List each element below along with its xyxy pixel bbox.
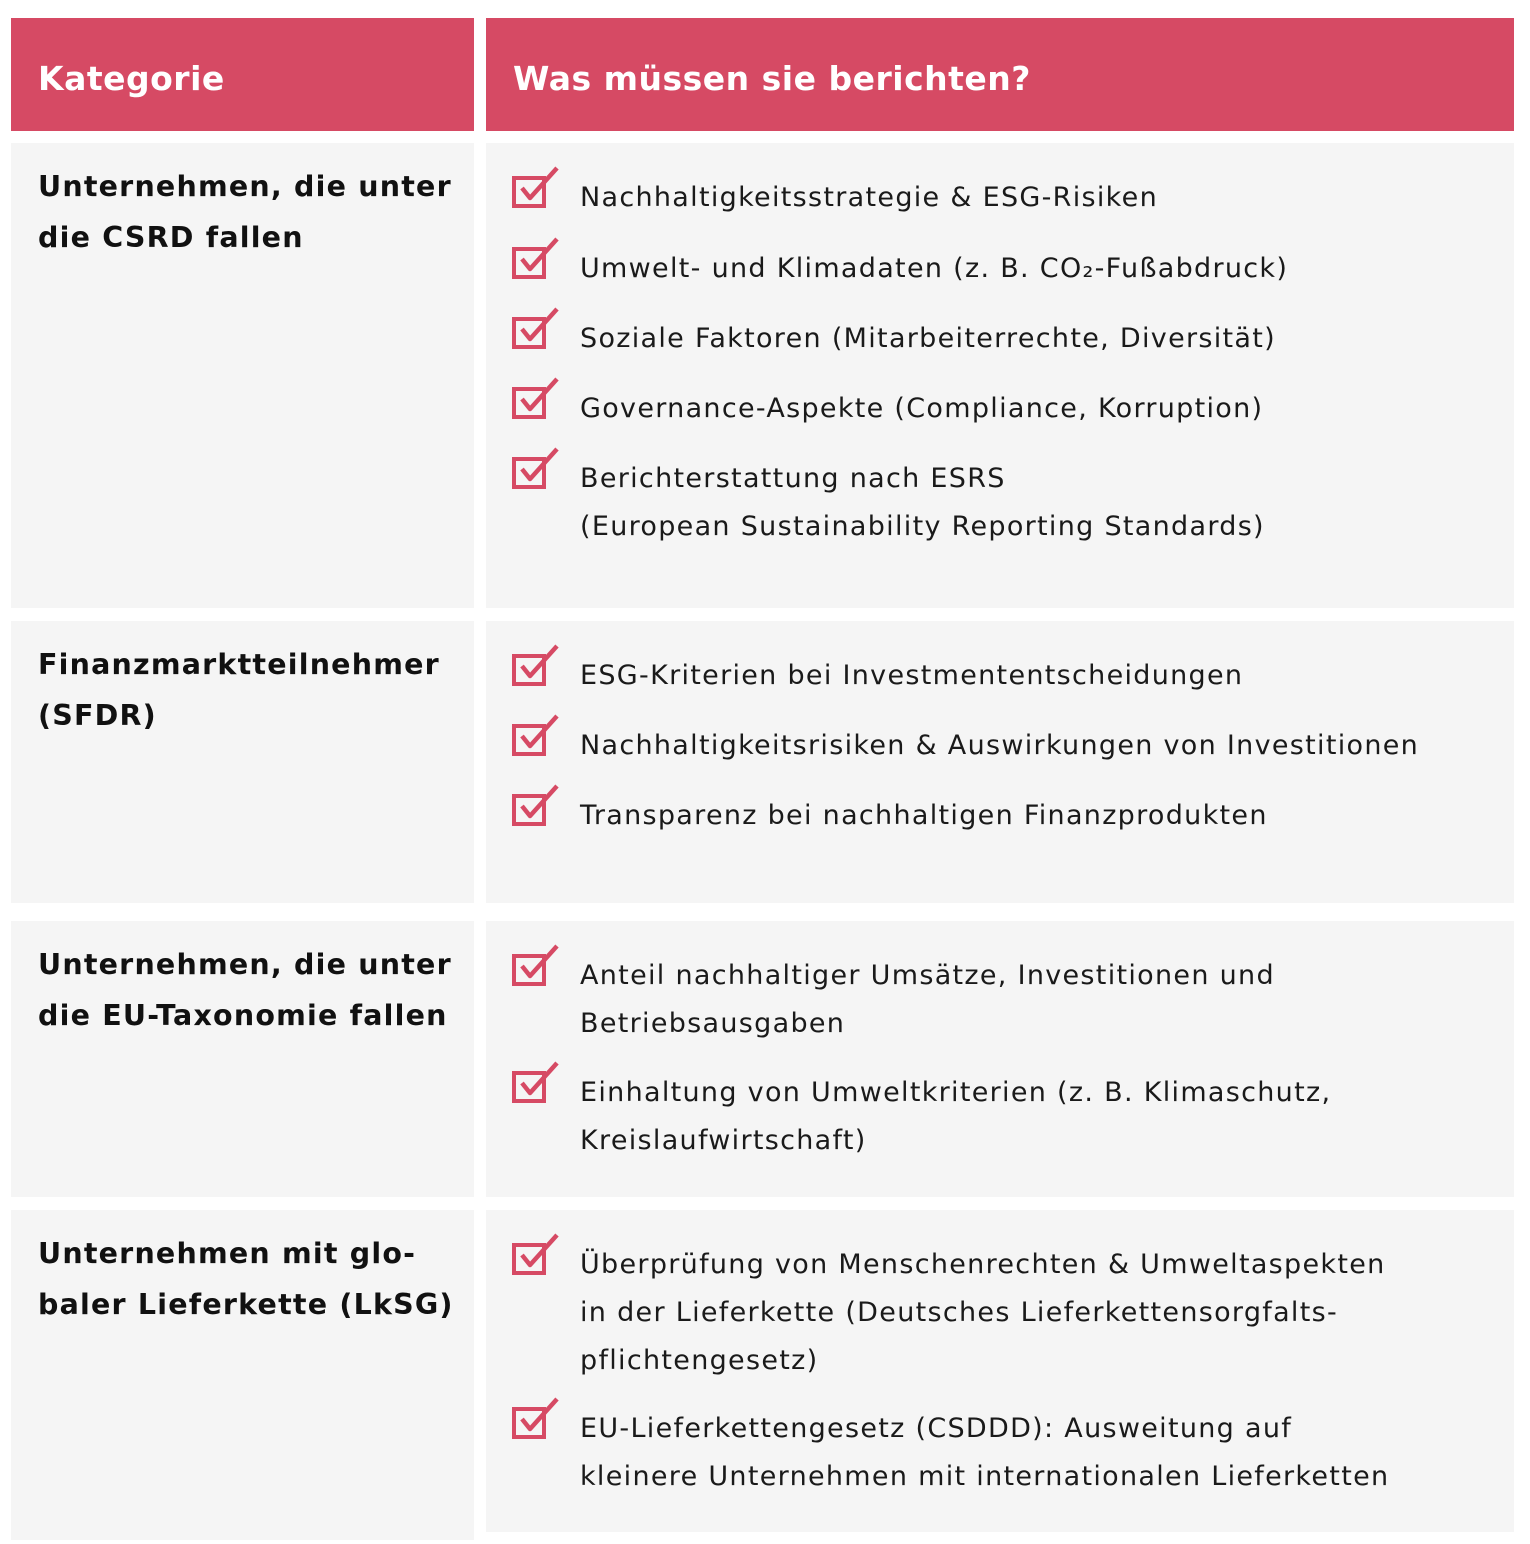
- list-item-line: kleinere Unternehmen mit internationalen Lieferketten: [580, 1461, 1390, 1492]
- list-item-line: in der Lieferkette (Deutsches Lieferkettensorgfalts-: [580, 1297, 1339, 1328]
- category-line: Unternehmen mit glo-: [38, 1237, 417, 1270]
- header-category-cell: [11, 18, 474, 131]
- list-item-line: Betriebsausgaben: [580, 1008, 846, 1039]
- category-line: (SFDR): [38, 699, 157, 732]
- category-cell-sfdr: [11, 621, 474, 903]
- category-label: [38, 161, 458, 263]
- category-line: die CSRD fallen: [38, 221, 304, 254]
- list-item-text: [580, 1069, 1500, 1165]
- requirements-cell-lksg: [486, 1210, 1514, 1532]
- list-item-line: pflichtengesetz): [580, 1345, 819, 1376]
- list-item-line: Nachhaltigkeitsstrategie & ESG-Risiken: [580, 182, 1158, 213]
- checkbox-checked-icon: [511, 1232, 561, 1278]
- checkbox-checked-icon: [511, 1396, 561, 1442]
- list-item-line: EU-Lieferkettengesetz (CSDDD): Ausweitung auf: [580, 1413, 1293, 1444]
- list-item-line: Soziale Faktoren (Mitarbeiterrechte, Diversität): [580, 323, 1277, 354]
- checkbox-checked-icon: [511, 306, 561, 352]
- list-item-line: Einhaltung von Umweltkriterien (z. B. Klimaschutz,: [580, 1077, 1332, 1108]
- requirements-cell-taxonomie: [486, 921, 1514, 1197]
- checkbox-checked-icon: [511, 376, 561, 422]
- list-item-line: Nachhaltigkeitsrisiken & Auswirkungen von Investitionen: [580, 730, 1420, 761]
- header-category-label: Kategorie: [38, 59, 225, 98]
- checkbox-checked-icon: [511, 643, 561, 689]
- category-line: Finanzmarktteilnehmer: [38, 648, 440, 681]
- list-item-text: [580, 455, 1500, 551]
- list-item-line: Transparenz bei nachhaltigen Finanzprodukten: [580, 800, 1268, 831]
- list-item-text: [580, 792, 1500, 840]
- checkbox-checked-icon: [511, 236, 561, 282]
- list-item-text: [580, 1405, 1500, 1501]
- checkbox-checked-icon: [511, 1060, 561, 1106]
- category-cell-lksg: [11, 1210, 474, 1540]
- checkbox-checked-icon: [511, 446, 561, 492]
- list-item-line: Anteil nachhaltiger Umsätze, Investitionen und: [580, 960, 1275, 991]
- list-item-line: (European Sustainability Reporting Standards): [580, 511, 1265, 542]
- category-label: [38, 939, 458, 1041]
- list-item-text: [580, 652, 1500, 700]
- list-item-line: Umwelt- und Klimadaten (z. B. CO₂-Fußabdruck): [580, 253, 1289, 284]
- list-item-text: [580, 1241, 1500, 1385]
- list-item-text: [580, 174, 1500, 222]
- header-report-cell: [486, 18, 1514, 131]
- list-item-text: [580, 315, 1500, 363]
- category-line: Unternehmen, die unter: [38, 170, 452, 203]
- list-item-text: [580, 952, 1500, 1048]
- list-item-line: ESG-Kriterien bei Investmententscheidungen: [580, 660, 1244, 691]
- checkbox-checked-icon: [511, 943, 561, 989]
- requirements-cell-sfdr: [486, 621, 1514, 903]
- header-report-label: Was müssen sie berichten?: [513, 59, 1031, 98]
- list-item-text: [580, 385, 1500, 433]
- checkbox-checked-icon: [511, 165, 561, 211]
- category-line: Unternehmen, die unter: [38, 948, 452, 981]
- category-label: [38, 1228, 458, 1330]
- category-label: [38, 639, 458, 741]
- list-item-text: [580, 722, 1500, 770]
- category-cell-csrd: [11, 143, 474, 608]
- category-cell-taxonomie: [11, 921, 474, 1197]
- list-item-line: Berichterstattung nach ESRS: [580, 463, 1006, 494]
- list-item-line: Überprüfung von Menschenrechten & Umweltaspekten: [580, 1249, 1386, 1280]
- checkbox-checked-icon: [511, 713, 561, 759]
- list-item-text: [580, 245, 1500, 293]
- list-item-line: Governance-Aspekte (Compliance, Korruption): [580, 393, 1264, 424]
- category-line: baler Lieferkette (LkSG): [38, 1288, 454, 1321]
- requirements-cell-csrd: [486, 143, 1514, 608]
- category-line: die EU-Taxonomie fallen: [38, 999, 448, 1032]
- list-item-line: Kreislaufwirtschaft): [580, 1125, 867, 1156]
- checkbox-checked-icon: [511, 783, 561, 829]
